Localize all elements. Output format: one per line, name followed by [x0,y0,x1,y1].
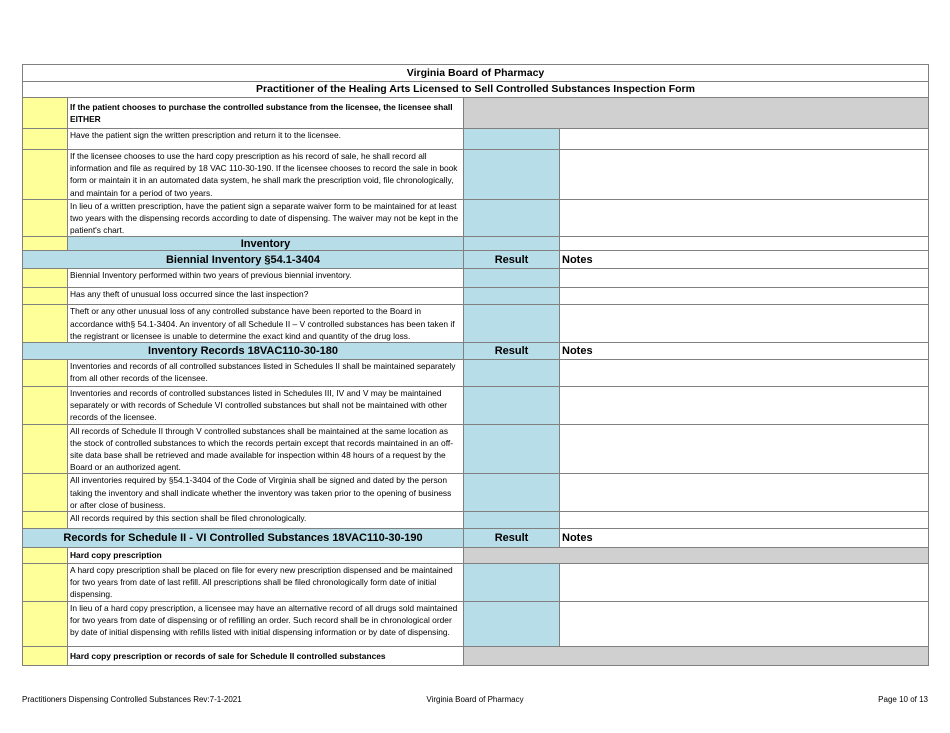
checklist-row [23,288,929,305]
requirement-text: In lieu of a hard copy prescription, a licensee may have an alternative record of all drugs sold maintained for two years from date of dispensing or of refilling an order. Such record shall be in chronological order by date of initial dispensing with refills listed with initial dispensing information or by date of dispensing. [68,601,464,646]
section-title: Inventory [68,237,464,251]
section-title: Biennial Inventory §54.1-3404 [23,251,464,269]
notes-cell[interactable] [560,512,929,529]
notes-cell[interactable] [560,288,929,305]
section-header-row [23,343,929,360]
subheading-text: Hard copy prescription [68,548,464,564]
notes-cell[interactable] [560,150,929,200]
requirement-text: A hard copy prescription shall be placed on file for every new prescription dispensed and be maintained for two years from date of last refill. All prescriptions shall be filed chronologically form date of initial dispensing. [68,564,464,602]
board-title: Virginia Board of Pharmacy [23,65,929,82]
requirement-text: Has any theft of unusual loss occurred since the last inspection? [68,288,464,305]
checklist-row [23,150,929,200]
subheading-row [23,98,929,129]
notes-cell[interactable] [560,424,929,474]
subheading-text: Hard copy prescription or records of sale for Schedule II controlled substances [68,646,464,665]
result-cell[interactable] [464,564,560,602]
result-cell[interactable] [464,288,560,305]
row-flag-cell [23,548,68,564]
row-flag-cell [23,601,68,646]
row-flag-cell [23,424,68,474]
row-flag-cell [23,129,68,150]
form-title: Practitioner of the Healing Arts Licensed to Sell Controlled Substances Inspection Form [23,82,929,98]
board-title-row [23,65,929,82]
requirement-text: All records required by this section shall be filed chronologically. [68,512,464,529]
notes-column-header: Notes [560,343,929,360]
result-cell[interactable] [464,305,560,343]
requirement-text: Inventories and records of controlled substances listed in Schedules III, IV and V may be maintained separately or with records of Schedule VI controlled substances but shall not be maintained with other records of the licensee. [68,387,464,425]
result-column-header: Result [464,343,560,360]
result-cell[interactable] [464,269,560,288]
subheading-filler-cell [464,98,929,129]
requirement-text: All inventories required by §54.1-3404 of the Code of Virginia shall be signed and dated by the person taking the inventory and shall indicate whether the inventory was taken prior to the opening of business or after close of business. [68,474,464,512]
subheading-filler-cell [464,548,929,564]
requirement-text: Have the patient sign the written prescription and return it to the licensee. [68,129,464,150]
requirement-text: Biennial Inventory performed within two years of previous biennial inventory. [68,269,464,288]
section-title: Records for Schedule II - VI Controlled Substances 18VAC110-30-190 [23,529,464,548]
row-flag-cell [23,564,68,602]
requirement-text: Theft or any other unusual loss of any controlled substance have been reported to the Board in accordance with§ 54.1-3404. An inventory of all Schedule II – V controlled substances has been taken if the registrant or licensee is unable to determine the exact kind and quantity of the drug loss. [68,305,464,343]
result-cell[interactable] [464,512,560,529]
section-flag-cell [23,237,68,251]
inspection-form-table [22,64,929,666]
row-flag-cell [23,288,68,305]
section-header-row [23,251,929,269]
row-flag-cell [23,199,68,237]
section-header-row [23,237,929,251]
notes-cell[interactable] [560,199,929,237]
subheading-filler-cell [464,646,929,665]
requirement-text: In lieu of a written prescription, have the patient sign a separate waiver form to be maintained for at least two years with the dispensing records according to date of dispensing. The waiver may not be kept in the patient's chart. [68,199,464,237]
checklist-row [23,199,929,237]
result-cell[interactable] [464,387,560,425]
row-flag-cell [23,512,68,529]
result-cell[interactable] [464,360,560,387]
notes-cell[interactable] [560,305,929,343]
checklist-row [23,269,929,288]
requirement-text: All records of Schedule II through V controlled substances shall be maintained at the same location as the stock of controlled substances to which the records pertain except that records maintained in an off-site data base shall be retrieved and made available for inspection within 48 hours of a request by the Board or an authorized agent. [68,424,464,474]
checklist-row [23,387,929,425]
section-title: Inventory Records 18VAC110-30-180 [23,343,464,360]
notes-cell[interactable] [560,601,929,646]
checklist-row [23,474,929,512]
section-header-row [23,529,929,548]
section-result-cell [464,237,560,251]
footer-page-number: Page 10 of 13 [878,695,928,704]
checklist-row [23,512,929,529]
row-flag-cell [23,98,68,129]
form-title-row [23,82,929,98]
result-cell[interactable] [464,199,560,237]
result-cell[interactable] [464,601,560,646]
checklist-row [23,601,929,646]
notes-cell[interactable] [560,387,929,425]
checklist-row [23,129,929,150]
row-flag-cell [23,646,68,665]
subheading-row [23,548,929,564]
result-cell[interactable] [464,129,560,150]
footer-board-name: Virginia Board of Pharmacy [426,695,524,704]
notes-cell[interactable] [560,474,929,512]
result-column-header: Result [464,251,560,269]
row-flag-cell [23,305,68,343]
notes-cell[interactable] [560,269,929,288]
requirement-text: If the licensee chooses to use the hard copy prescription as his record of sale, he shall record all information and file as required by 18 VAC 110-30-190. If the licensee chooses to record the sale in book form or maintain it in an automated data system, he shall mark the prescription void, file chronologically, and maintain for a period of two years. [68,150,464,200]
footer-revision: Practitioners Dispensing Controlled Substances Rev:7-1-2021 [22,695,242,704]
row-flag-cell [23,269,68,288]
result-cell[interactable] [464,474,560,512]
notes-column-header: Notes [560,529,929,548]
row-flag-cell [23,150,68,200]
requirement-text: Inventories and records of all controlled substances listed in Schedules II shall be maintained separately from all other records of the licensee. [68,360,464,387]
row-flag-cell [23,360,68,387]
checklist-row [23,305,929,343]
checklist-row [23,424,929,474]
notes-cell[interactable] [560,564,929,602]
notes-cell[interactable] [560,360,929,387]
notes-column-header: Notes [560,251,929,269]
result-cell[interactable] [464,424,560,474]
result-cell[interactable] [464,150,560,200]
checklist-row [23,360,929,387]
notes-cell[interactable] [560,129,929,150]
result-column-header: Result [464,529,560,548]
row-flag-cell [23,387,68,425]
subheading-row [23,646,929,665]
checklist-row [23,564,929,602]
section-notes-cell [560,237,929,251]
row-flag-cell [23,474,68,512]
subheading-text: If the patient chooses to purchase the controlled substance from the licensee, the licensee shall EITHER [68,98,464,129]
